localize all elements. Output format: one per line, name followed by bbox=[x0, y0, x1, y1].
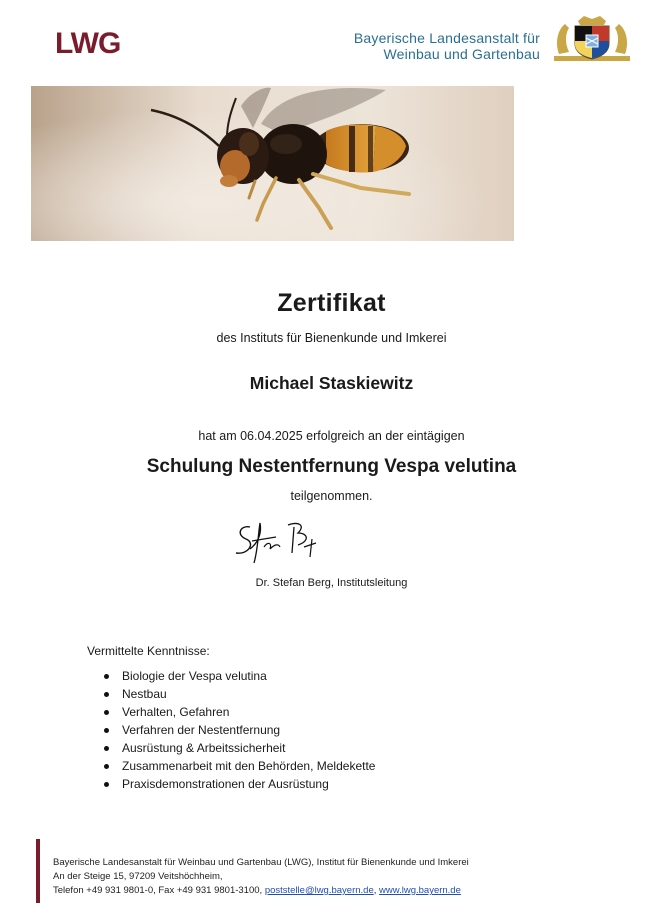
footer-line1: Bayerische Landesanstalt für Weinbau und Gartenbau (LWG), Institut für Bienenkunde und Imkerei bbox=[53, 857, 469, 868]
knowledge-list bbox=[104, 667, 375, 793]
lwg-logo bbox=[55, 26, 137, 58]
handwritten-signature bbox=[228, 513, 328, 569]
asian-hornet-photo bbox=[31, 86, 514, 241]
list-item: Biologie der Vespa velutina bbox=[104, 667, 375, 685]
institute-name bbox=[318, 30, 540, 62]
list-item: Zusammenarbeit mit den Behörden, Meldekette bbox=[104, 757, 375, 775]
institute-name-line1: Bayerische Landesanstalt für bbox=[353, 30, 540, 46]
participation-line: hat am 06.04.2025 erfolgreich an der eintägigen bbox=[198, 429, 465, 443]
lwg-logo-text: LWG bbox=[55, 27, 121, 58]
bavarian-coat-of-arms-icon bbox=[553, 14, 631, 62]
email-link[interactable]: poststelle@lwg.bayern.de bbox=[264, 885, 374, 896]
footer-line3 bbox=[53, 884, 469, 898]
course-title: Schulung Nestentfernung Vespa velutina bbox=[146, 456, 517, 477]
participated-line: teilgenommen. bbox=[290, 489, 373, 503]
footer-accent-bar bbox=[36, 839, 40, 903]
knowledge-heading: Vermittelte Kenntnisse: bbox=[87, 644, 210, 658]
website-link[interactable]: www.lwg.bayern.de bbox=[379, 885, 461, 896]
footer-line2: An der Steige 15, 97209 Veitshöchheim, bbox=[53, 871, 223, 882]
signer-name: Dr. Stefan Berg, Institutsleitung bbox=[255, 577, 408, 589]
institute-name-line2: Weinbau und Gartenbau bbox=[383, 46, 540, 62]
recipient-name: Michael Staskiewitz bbox=[249, 373, 414, 393]
list-item: Praxisdemonstrationen der Ausrüstung bbox=[104, 775, 375, 793]
list-item: Verfahren der Nestentfernung bbox=[104, 721, 375, 739]
certificate-title: Zertifikat bbox=[277, 289, 386, 317]
footer bbox=[53, 856, 469, 898]
certificate-subtitle: des Instituts für Bienenkunde und Imkerei bbox=[216, 331, 447, 345]
list-item: Nestbau bbox=[104, 685, 375, 703]
list-item: Ausrüstung & Arbeitssicherheit bbox=[104, 739, 375, 757]
footer-contact: Telefon +49 931 9801-0, Fax +49 931 9801-3100, bbox=[53, 885, 265, 896]
list-item: Verhalten, Gefahren bbox=[104, 703, 375, 721]
footer-separator: , bbox=[373, 885, 380, 896]
